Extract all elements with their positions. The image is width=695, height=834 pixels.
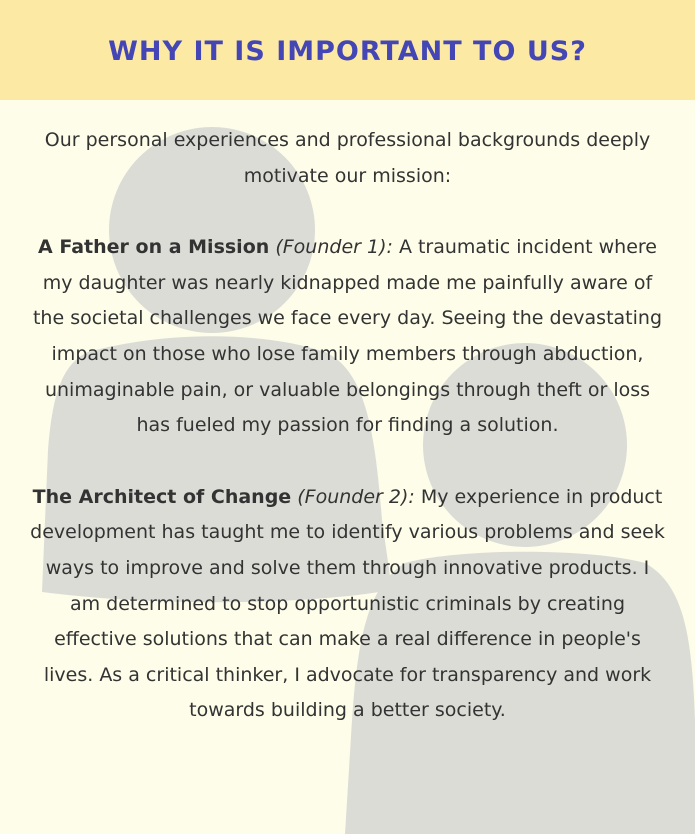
main-content (30, 123, 665, 729)
founder-1-role: (Founder 1): (275, 236, 393, 259)
page-title: WHY IT IS IMPORTANT TO US? (108, 35, 587, 67)
founder-1-name: A Father on a Mission (38, 236, 270, 259)
header-banner (0, 0, 695, 100)
founder-2-role: (Founder 2): (297, 485, 415, 508)
founder-2-paragraph (30, 480, 665, 729)
founder-2-name: The Architect of Change (32, 485, 292, 508)
founder-1-paragraph (30, 230, 665, 444)
founder-2-text: My experience in product development has taught me to identify various problems and seek ways to improve and solve them through innovative products. I am determined to stop opportunistic criminals by creating effective solutions that can make a real difference in people's lives. As a critical thinker, I advocate for transparency and work towards building a better society. (30, 485, 665, 722)
founder-1-text: A traumatic incident where my daughter was nearly kidnapped made me painfully aware of the societal challenges we face every day. Seeing the devastating impact on those who lose family members through abduction, unimaginable pain, or valuable belongings through theft or loss has fueled my passion for finding a solution. (32, 236, 663, 437)
intro-paragraph: Our personal experiences and professional backgrounds deeply motivate our mission: (44, 129, 651, 187)
